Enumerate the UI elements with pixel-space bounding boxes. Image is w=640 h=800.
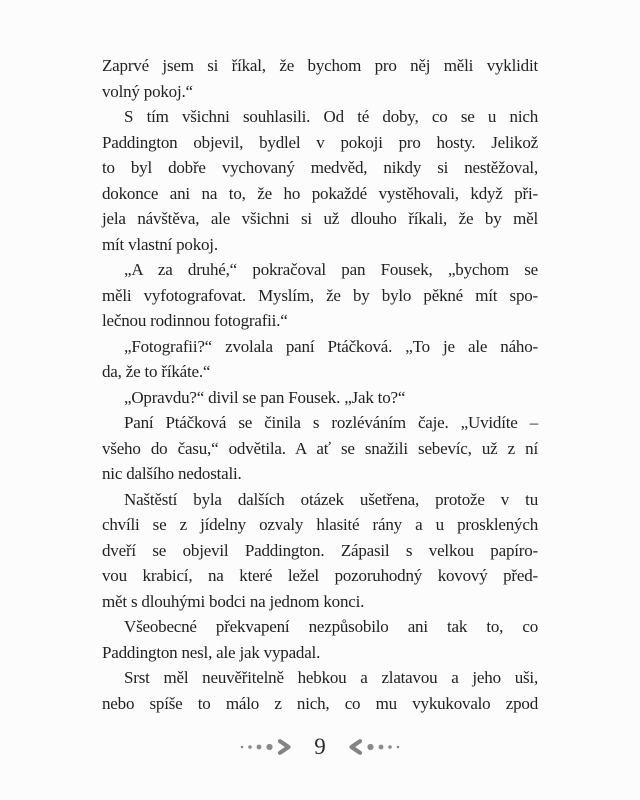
text-line: Zaprvé jsem si říkal, že bychom pro něj měli vyklidit <box>102 56 538 75</box>
text-line: chvíli se z jídelny ozvaly hlasité rány a u prosklených <box>102 515 538 534</box>
text-line: mít vlastní pokoj. <box>102 234 218 254</box>
text-line: „Fotografii?“ zvolala paní Ptáčková. „To je ale náho- <box>124 336 538 356</box>
text-line: „A za druhé,“ pokračoval pan Fousek, „bychom se <box>124 260 538 279</box>
text-line: jela návštěva, ale všichni si už dlouho říkali, že by měl <box>102 209 538 228</box>
text-line: měli vyfotografovat. Myslím, že by bylo pěkné mít spo- <box>102 285 538 305</box>
text-line: Naštěstí byla dalších otázek ušetřena, protože v tu <box>124 489 538 509</box>
text-line: dveří se objevil Paddington. Zápasil s velkou papíro- <box>102 540 538 560</box>
page-number: 9 <box>314 733 326 759</box>
text-line: vou krabicí, na které ležel pozoruhodný kovový před- <box>102 566 538 585</box>
text-line: dokonce ani na to, že ho pokaždé vystěhovali, když při- <box>102 183 538 203</box>
page-footer <box>0 731 640 763</box>
text-line: Paddington nesl, ale jak vypadal. <box>102 642 321 662</box>
dots-chevron-right-icon <box>239 738 295 756</box>
text-line: volný pokoj.“ <box>102 81 193 101</box>
text-line: Srst měl neuvěřitelně hebkou a zlatavou a jeho uši, <box>124 668 538 687</box>
text-line: da, že to říkáte.“ <box>102 362 211 381</box>
text-line: „Opravdu?“ divil se pan Fousek. „Jak to?“ <box>124 387 406 407</box>
text-line: nic dalšího nedostali. <box>102 464 242 483</box>
text-line: Paní Ptáčková se činila s rozléváním čaje. „Uvidíte – <box>124 413 538 432</box>
text-line: nebo spíše to málo z nich, co mu vykukovalo zpod <box>102 693 538 713</box>
text-line: to byl dobře vychovaný medvěd, nikdy si nestěžoval, <box>102 158 538 177</box>
text-line: S tím všichni souhlasili. Od té doby, co se u nich <box>124 107 538 126</box>
text-block <box>102 53 538 716</box>
text-line: všeho do času,“ odvětila. A ať se snažili sebevíc, už z ní <box>102 438 538 458</box>
text-line: Paddington objevil, bydlel v pokoji pro hosty. Jelikož <box>102 132 538 152</box>
chevron-left-dots-icon <box>345 738 401 756</box>
text-line: Všeobecné překvapení nezpůsobilo ani tak to, co <box>124 617 538 636</box>
text-line: mět s dlouhými bodci na jednom konci. <box>102 591 365 611</box>
text-line: lečnou rodinnou fotografii.“ <box>102 311 288 330</box>
